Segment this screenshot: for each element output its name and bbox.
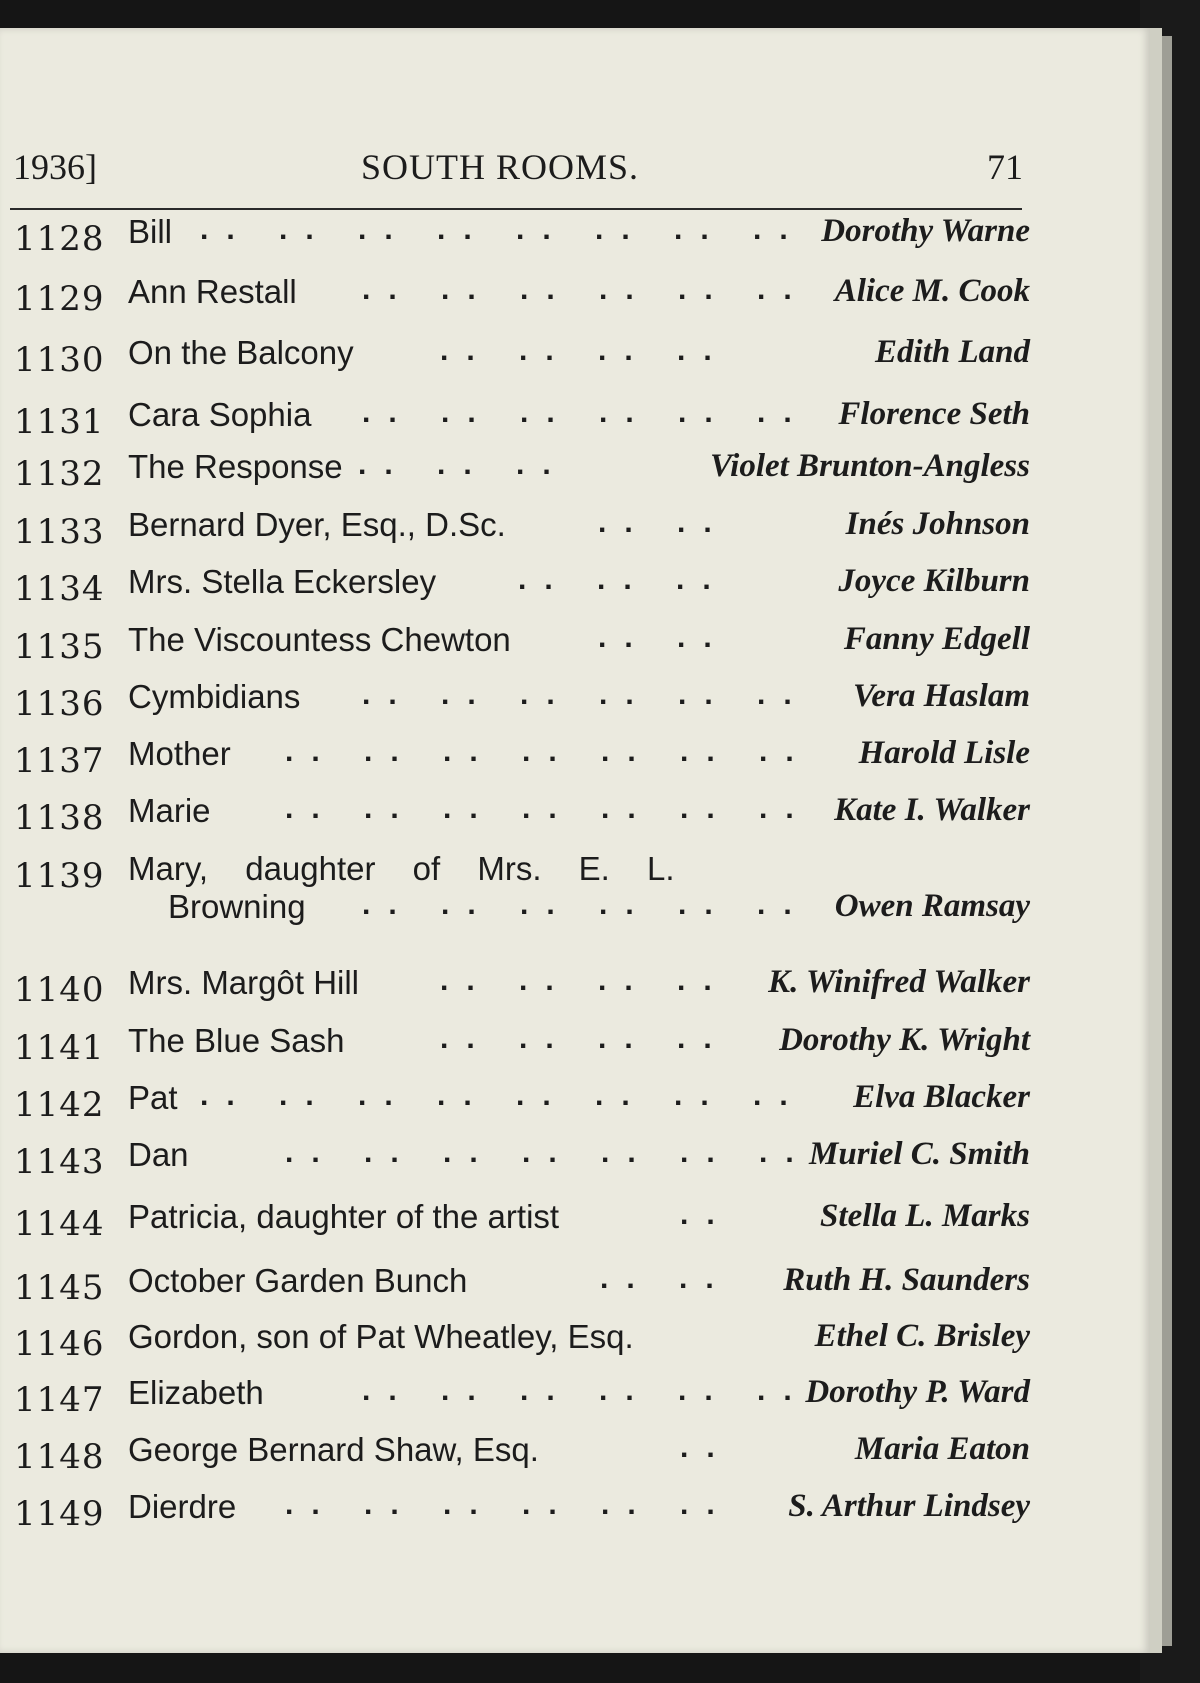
entry-artist: Elva Blacker xyxy=(853,1079,1030,1115)
leader-dots: .. .. xyxy=(598,506,730,539)
entry-number: 1144 xyxy=(14,1204,105,1244)
catalogue-entry xyxy=(0,1136,1040,1186)
entry-artist: Harold Lisle xyxy=(858,735,1030,771)
leader-dots: .. xyxy=(680,1431,733,1464)
entry-title: Bernard Dyer, Esq., D.Sc. xyxy=(128,506,506,543)
entry-title: Cymbidians xyxy=(128,678,301,715)
entry-title: Dierdre xyxy=(128,1488,237,1525)
catalogue-entry xyxy=(0,1318,1040,1368)
catalogue-entry xyxy=(0,1022,1040,1072)
entry-number: 1140 xyxy=(14,970,105,1010)
entry-artist: Ethel C. Brisley xyxy=(814,1318,1030,1354)
catalogue-page xyxy=(0,28,1162,1653)
entry-artist: Kate I. Walker xyxy=(834,792,1030,828)
entry-artist: Owen Ramsay xyxy=(834,888,1030,924)
catalogue-entry xyxy=(0,334,1040,384)
entry-title: Mrs. Margôt Hill xyxy=(128,964,360,1001)
entry-title-line1: Mary, daughter of Mrs. E. L. xyxy=(128,850,675,887)
leader-dots: .. .. .. .. .. .. xyxy=(362,678,810,711)
entry-artist: Inés Johnson xyxy=(845,506,1030,542)
entry-title: Gordon, son of Pat Wheatley, Esq. xyxy=(128,1318,634,1355)
entry-artist: Ruth H. Saunders xyxy=(783,1262,1030,1298)
leader-dots: .. .. .. .. .. .. xyxy=(362,396,810,429)
catalogue-entry xyxy=(0,448,1040,498)
page-header xyxy=(13,146,1023,196)
entry-title: Mother xyxy=(128,735,231,772)
catalogue-entry xyxy=(0,1374,1040,1424)
entry-number: 1149 xyxy=(14,1494,105,1534)
entry-artist: Fanny Edgell xyxy=(843,621,1030,657)
entry-title: The Response xyxy=(128,448,343,485)
catalogue-entry xyxy=(0,1431,1040,1481)
catalogue-entry xyxy=(0,213,1040,263)
header-year: 1936] xyxy=(13,147,97,187)
entry-number: 1148 xyxy=(14,1437,105,1477)
entry-number: 1146 xyxy=(14,1324,105,1364)
entry-artist: Alice M. Cook xyxy=(834,273,1030,309)
entry-title: Marie xyxy=(128,792,211,829)
entry-artist: Dorothy Warne xyxy=(821,213,1030,249)
leader-dots: .. .. .. .. .. .. xyxy=(362,888,810,921)
entry-title: The Blue Sash xyxy=(128,1022,345,1059)
leader-dots: .. .. .. .. .. .. .. .. xyxy=(200,1079,806,1112)
leader-dots: .. .. .. .. .. .. .. xyxy=(285,792,812,825)
leader-dots: .. .. xyxy=(600,1262,732,1295)
catalogue-entry xyxy=(0,273,1040,323)
entry-title-line2: Browning xyxy=(168,888,306,925)
entry-number: 1136 xyxy=(14,684,105,724)
leader-dots: .. .. .. .. xyxy=(440,334,730,367)
entry-number: 1141 xyxy=(14,1028,105,1068)
entry-number: 1128 xyxy=(14,219,105,259)
entry-artist: Maria Eaton xyxy=(854,1431,1030,1467)
entry-title: October Garden Bunch xyxy=(128,1262,468,1299)
entry-number: 1132 xyxy=(14,454,105,494)
entry-number: 1130 xyxy=(14,340,105,380)
entry-number: 1147 xyxy=(14,1380,105,1420)
entry-artist: Vera Haslam xyxy=(853,678,1030,714)
leader-dots: .. .. xyxy=(598,621,730,654)
catalogue-entry xyxy=(0,850,1040,940)
page-edge xyxy=(1162,36,1172,1646)
catalogue-entry xyxy=(0,396,1040,446)
entry-number: 1129 xyxy=(14,279,105,319)
leader-dots: .. xyxy=(680,1198,733,1231)
entry-title: George Bernard Shaw, Esq. xyxy=(128,1431,539,1468)
leader-dots: .. .. .. .. xyxy=(440,964,730,997)
entry-number: 1145 xyxy=(14,1268,105,1308)
entry-artist: Violet Brunton-Angless xyxy=(709,448,1030,484)
entry-number: 1137 xyxy=(14,741,105,781)
leader-dots: .. .. .. .. .. .. .. xyxy=(285,1136,812,1169)
header-rule xyxy=(10,208,1022,210)
entry-number: 1133 xyxy=(14,512,105,552)
entry-number: 1139 xyxy=(14,856,105,896)
leader-dots: .. .. .. .. .. .. xyxy=(362,1374,810,1407)
catalogue-entry xyxy=(0,1488,1040,1538)
page-number: 71 xyxy=(987,147,1023,187)
catalogue-entry xyxy=(0,1262,1040,1312)
entry-artist: S. Arthur Lindsey xyxy=(788,1488,1030,1524)
leader-dots: .. .. .. .. .. .. xyxy=(362,273,810,306)
entry-artist: Edith Land xyxy=(875,334,1030,370)
catalogue-entry xyxy=(0,506,1040,556)
leader-dots: .. .. .. xyxy=(358,448,569,481)
entry-artist: Dorothy K. Wright xyxy=(779,1022,1030,1058)
entry-title: Patricia, daughter of the artist xyxy=(128,1198,560,1235)
entry-artist: Joyce Kilburn xyxy=(838,563,1030,599)
entry-artist: Dorothy P. Ward xyxy=(805,1374,1030,1410)
entry-artist: Stella L. Marks xyxy=(820,1198,1030,1234)
section-title: SOUTH ROOMS. xyxy=(361,147,640,187)
catalogue-entry xyxy=(0,1198,1040,1248)
leader-dots: .. .. .. .. xyxy=(440,1022,730,1055)
leader-dots: .. .. .. xyxy=(518,563,729,596)
leader-dots: .. .. .. .. .. .. .. xyxy=(285,735,812,768)
catalogue-entry xyxy=(0,735,1040,785)
entry-title: Bill xyxy=(128,213,173,250)
entry-title: Mrs. Stella Eckersley xyxy=(128,563,437,600)
entry-artist: K. Winifred Walker xyxy=(768,964,1030,1000)
catalogue-entry xyxy=(0,964,1040,1014)
entry-number: 1134 xyxy=(14,569,105,609)
entry-number: 1138 xyxy=(14,798,105,838)
entry-title: Pat xyxy=(128,1079,178,1116)
entry-number: 1143 xyxy=(14,1142,105,1182)
leader-dots: .. .. .. .. .. .. xyxy=(285,1488,733,1521)
entry-number: 1135 xyxy=(14,627,105,667)
catalogue-entry xyxy=(0,621,1040,671)
leader-dots: .. .. .. .. .. .. .. .. xyxy=(200,213,806,246)
entry-title: Cara Sophia xyxy=(128,396,312,433)
catalogue-entry xyxy=(0,792,1040,842)
entry-title: The Viscountess Chewton xyxy=(128,621,511,658)
entry-title: Ann Restall xyxy=(128,273,297,310)
entry-artist: Florence Seth xyxy=(838,396,1030,432)
entry-number: 1131 xyxy=(14,402,105,442)
entry-title: Elizabeth xyxy=(128,1374,264,1411)
entry-artist: Muriel C. Smith xyxy=(809,1136,1030,1172)
entry-title: On the Balcony xyxy=(128,334,354,371)
catalogue-entry xyxy=(0,1079,1040,1129)
entry-title: Dan xyxy=(128,1136,189,1173)
catalogue-entry xyxy=(0,678,1040,728)
entry-number: 1142 xyxy=(14,1085,105,1125)
catalogue-entry xyxy=(0,563,1040,613)
